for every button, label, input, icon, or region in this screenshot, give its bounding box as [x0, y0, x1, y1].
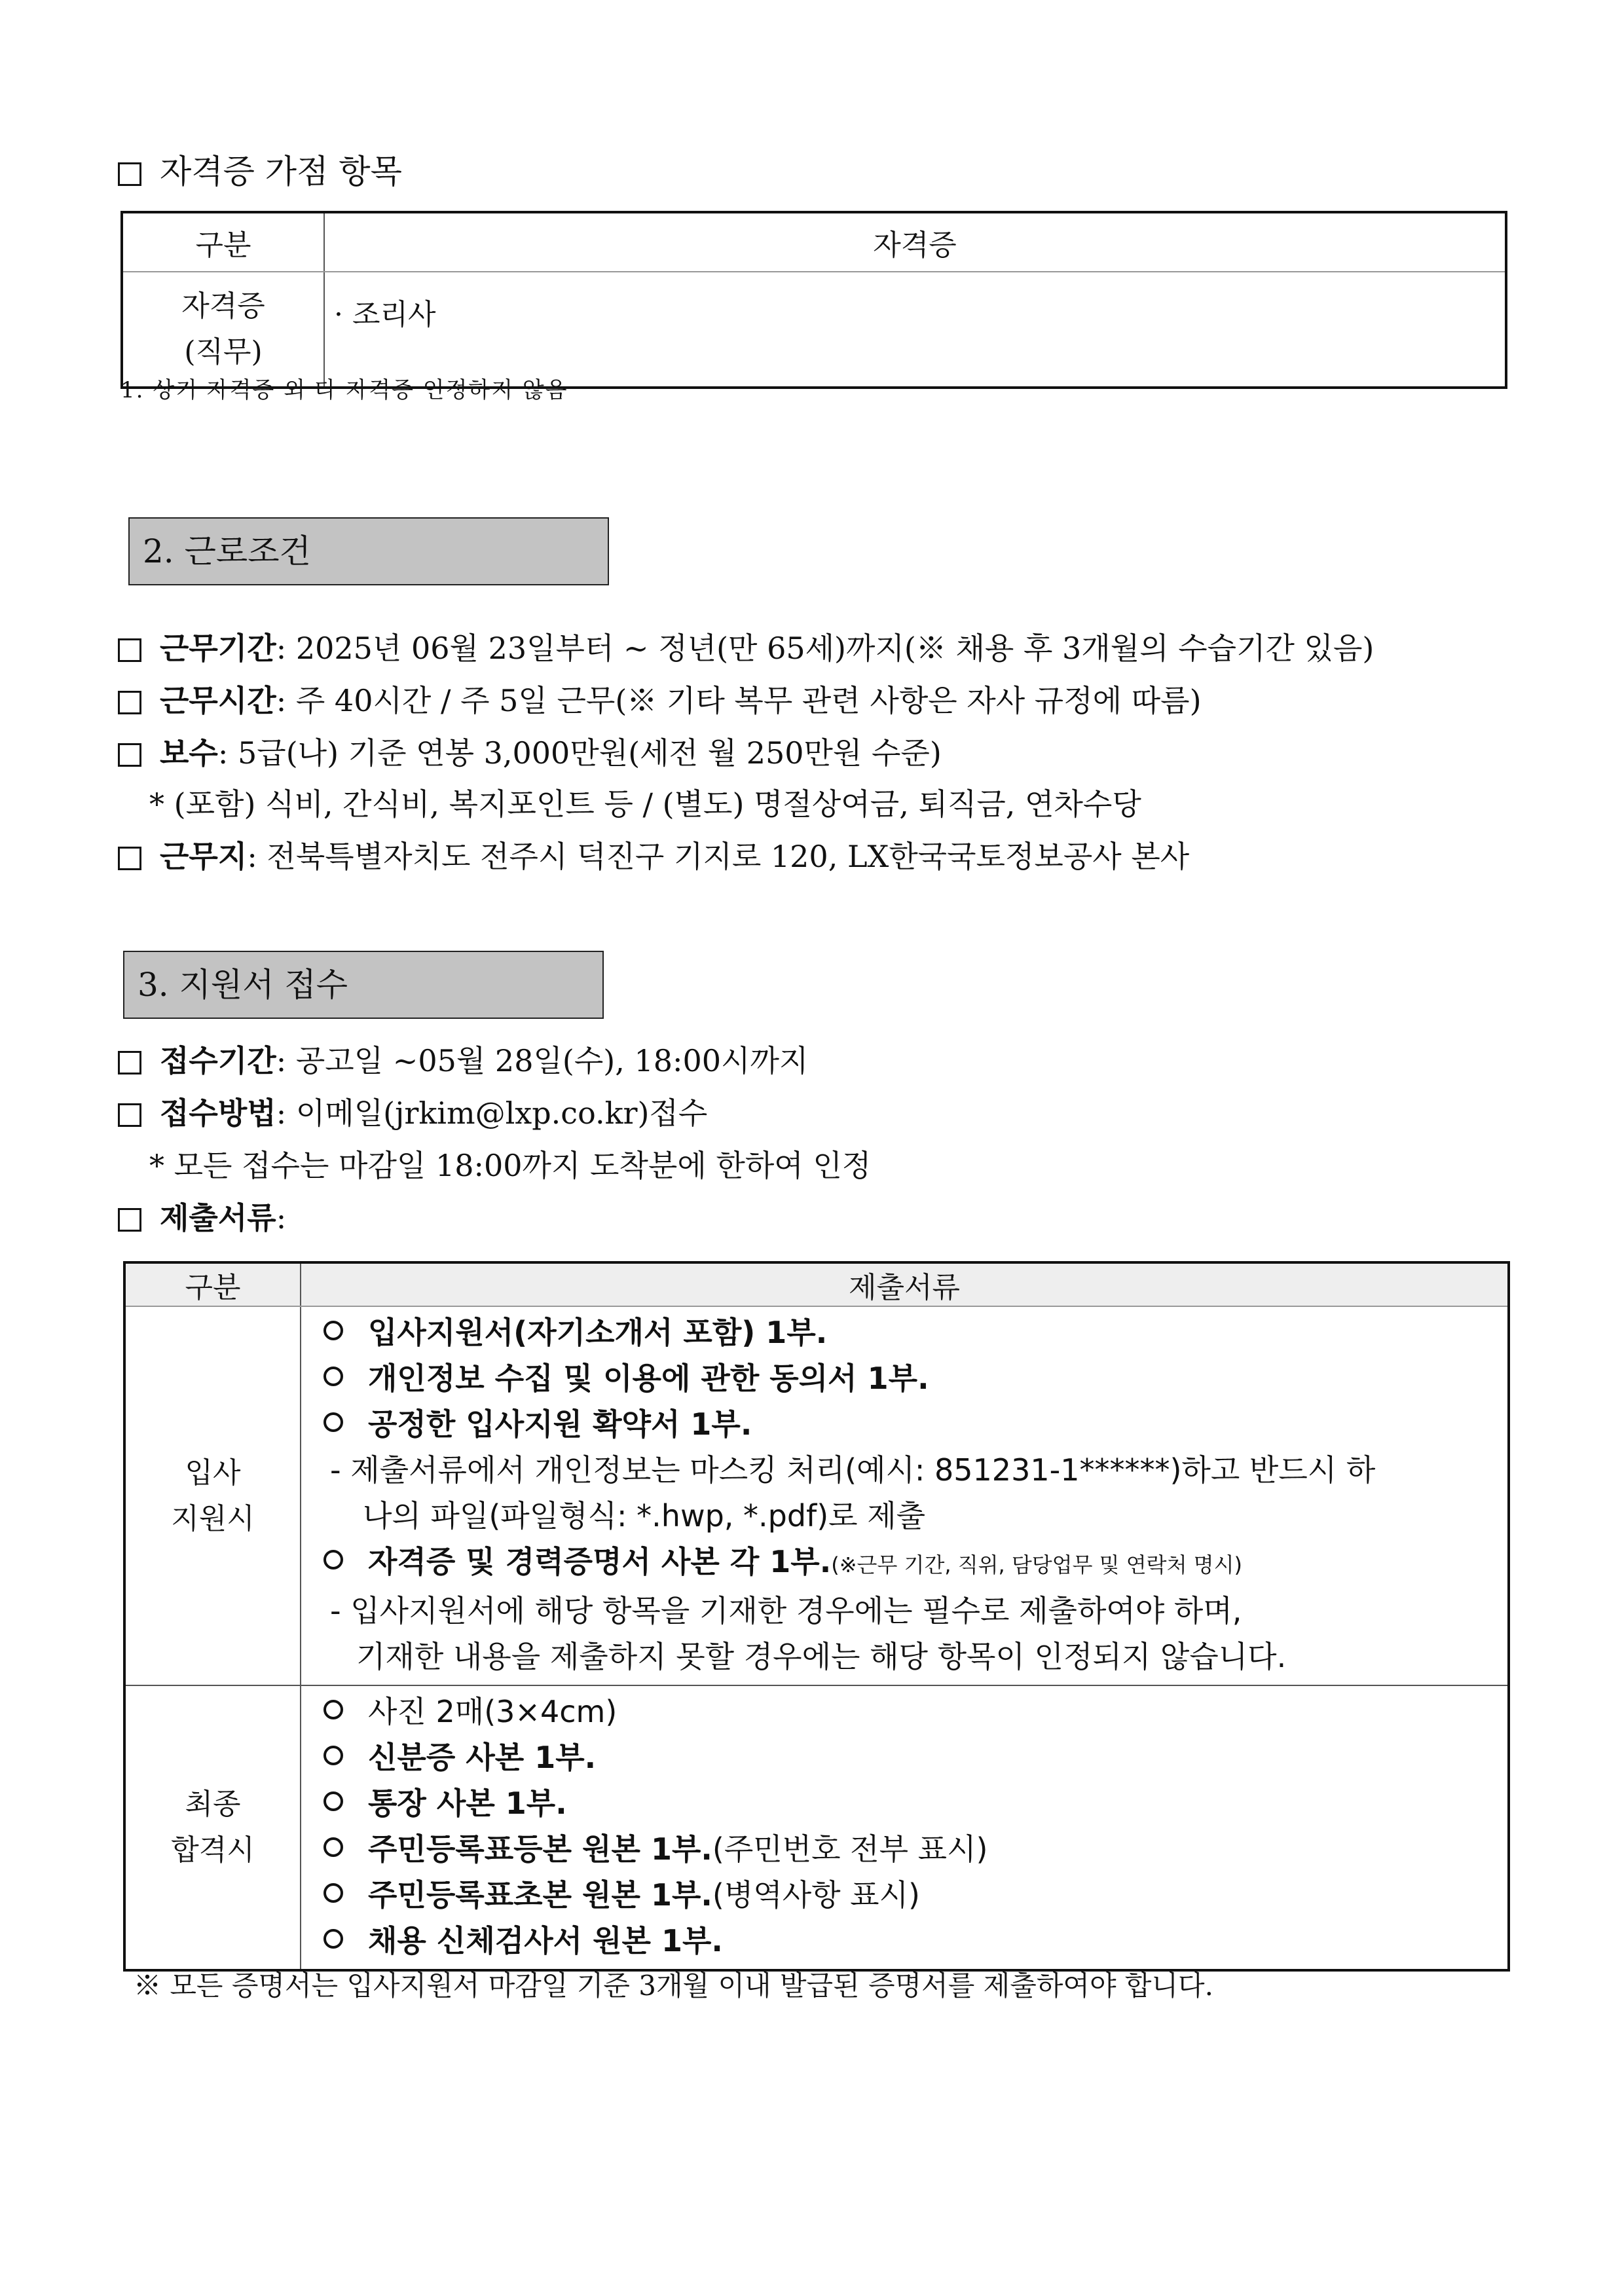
cert-table-header-cert: 자격증: [324, 212, 1506, 272]
checkbox-icon: [118, 162, 141, 186]
checkbox-icon: [118, 1208, 141, 1232]
application-item-method: 접수방법: 이메일(jrkim@lxp.co.kr)접수: [118, 1093, 707, 1133]
circle-bullet-icon: [323, 1700, 343, 1719]
list-item: - 제출서류에서 개인정보는 마스킹 처리(예시: 851231-1******)하고 반드시 하: [330, 1452, 1376, 1488]
list-item: 채용 신체검사서 원본 1부.: [323, 1918, 1507, 1964]
footer-note: ※ 모든 증명서는 입사지원서 마감일 기준 3개월 이내 발급된 증명서를 제출하여야 합니다.: [134, 1970, 1213, 2002]
section-heading-conditions: 2. 근로조건: [128, 517, 609, 585]
list-item: 나의 파일(파일형식: *.hwp, *.pdf)로 제출: [363, 1498, 926, 1533]
section-heading-application: 3. 지원서 접수: [123, 951, 604, 1019]
list-item: - 입사지원서에 해당 항목을 기재한 경우에는 필수로 제출하여야 하며,: [330, 1593, 1242, 1628]
checkbox-icon: [118, 1051, 141, 1074]
list-item: 통장 사본 1부.: [323, 1780, 1507, 1826]
list-item: 주민등록표초본 원본 1부.(병역사항 표시): [323, 1872, 1507, 1918]
list-item: 공정한 입사지원 확약서 1부.: [323, 1401, 1507, 1447]
application-item-period: 접수기간: 공고일 ~05월 28일(수), 18:00시까지: [118, 1041, 808, 1080]
circle-bullet-icon: [323, 1883, 343, 1903]
docs-list-final: [301, 1685, 1509, 1970]
circle-bullet-icon: [323, 1791, 343, 1811]
docs-category-final: 최종 합격시: [124, 1685, 301, 1970]
circle-bullet-icon: [323, 1746, 343, 1765]
docs-list-apply: [301, 1306, 1509, 1685]
list-item: 기재한 내용을 제출하지 못할 경우에는 해당 항목이 인정되지 않습니다.: [356, 1639, 1287, 1674]
cert-table-header-category: 구분: [122, 212, 324, 272]
circle-bullet-icon: [323, 1550, 343, 1570]
circle-bullet-icon: [323, 1412, 343, 1432]
list-item: 입사지원서(자기소개서 포함) 1부.: [323, 1310, 1507, 1355]
checkbox-icon: [118, 638, 141, 662]
documents-table: [123, 1261, 1510, 1972]
list-item: 자격증 및 경력증명서 사본 각 1부.(※근무 기간, 직위, 담당업무 및 연락처 명시): [323, 1539, 1507, 1588]
table-row: [122, 272, 1506, 388]
list-item: 신분증 사본 1부.: [323, 1735, 1507, 1780]
checkbox-icon: [118, 743, 141, 767]
cert-note: 1. 상기 자격증 외 타 자격증 인정하지 않음: [120, 377, 568, 403]
docs-category-apply: 입사 지원시: [124, 1306, 301, 1685]
list-item: 사진 2매(3×4cm): [323, 1689, 1507, 1735]
cert-table: [120, 211, 1507, 389]
method-note: * 모든 접수는 마감일 18:00까지 도착분에 한하여 인정: [149, 1148, 872, 1183]
docs-table-header-docs: 제출서류: [301, 1262, 1509, 1306]
list-item: 주민등록표등본 원본 1부.(주민번호 전부 표시): [323, 1826, 1507, 1872]
table-row: [124, 1306, 1509, 1685]
circle-bullet-icon: [323, 1929, 343, 1949]
condition-item-period: 근무기간: 2025년 06월 23일부터 ~ 정년(만 65세)까지(※ 채용 후 3개월의 수습기간 있음): [118, 629, 1374, 668]
pay-note: * (포함) 식비, 간식비, 복지포인트 등 / (별도) 명절상여금, 퇴직금, 연차수당: [149, 786, 1141, 822]
checkbox-icon: [118, 691, 141, 714]
circle-bullet-icon: [323, 1837, 343, 1857]
circle-bullet-icon: [323, 1367, 343, 1386]
condition-item-hours: 근무시간: 주 40시간 / 주 5일 근무(※ 기타 복무 관련 사항은 자사 규정에 따름): [118, 681, 1202, 720]
list-item: 개인정보 수집 및 이용에 관한 동의서 1부.: [323, 1355, 1507, 1401]
checkbox-icon: [118, 847, 141, 870]
condition-item-pay: 보수: 5급(나) 기준 연봉 3,000만원(세전 월 250만원 수준): [118, 733, 942, 773]
cert-value-cell: · 조리사: [324, 272, 1506, 388]
condition-item-location: 근무지: 전북특별자치도 전주시 덕진구 기지로 120, LX한국국토정보공사 본사: [118, 837, 1189, 876]
table-row: [124, 1685, 1509, 1970]
docs-table-header-category: 구분: [124, 1262, 301, 1306]
application-item-docs: 제출서류:: [118, 1198, 286, 1238]
cert-section-title: 자격증 가점 항목: [118, 152, 402, 191]
circle-bullet-icon: [323, 1321, 343, 1340]
checkbox-icon: [118, 1103, 141, 1127]
cert-category-cell: 자격증 (직무): [122, 272, 324, 388]
